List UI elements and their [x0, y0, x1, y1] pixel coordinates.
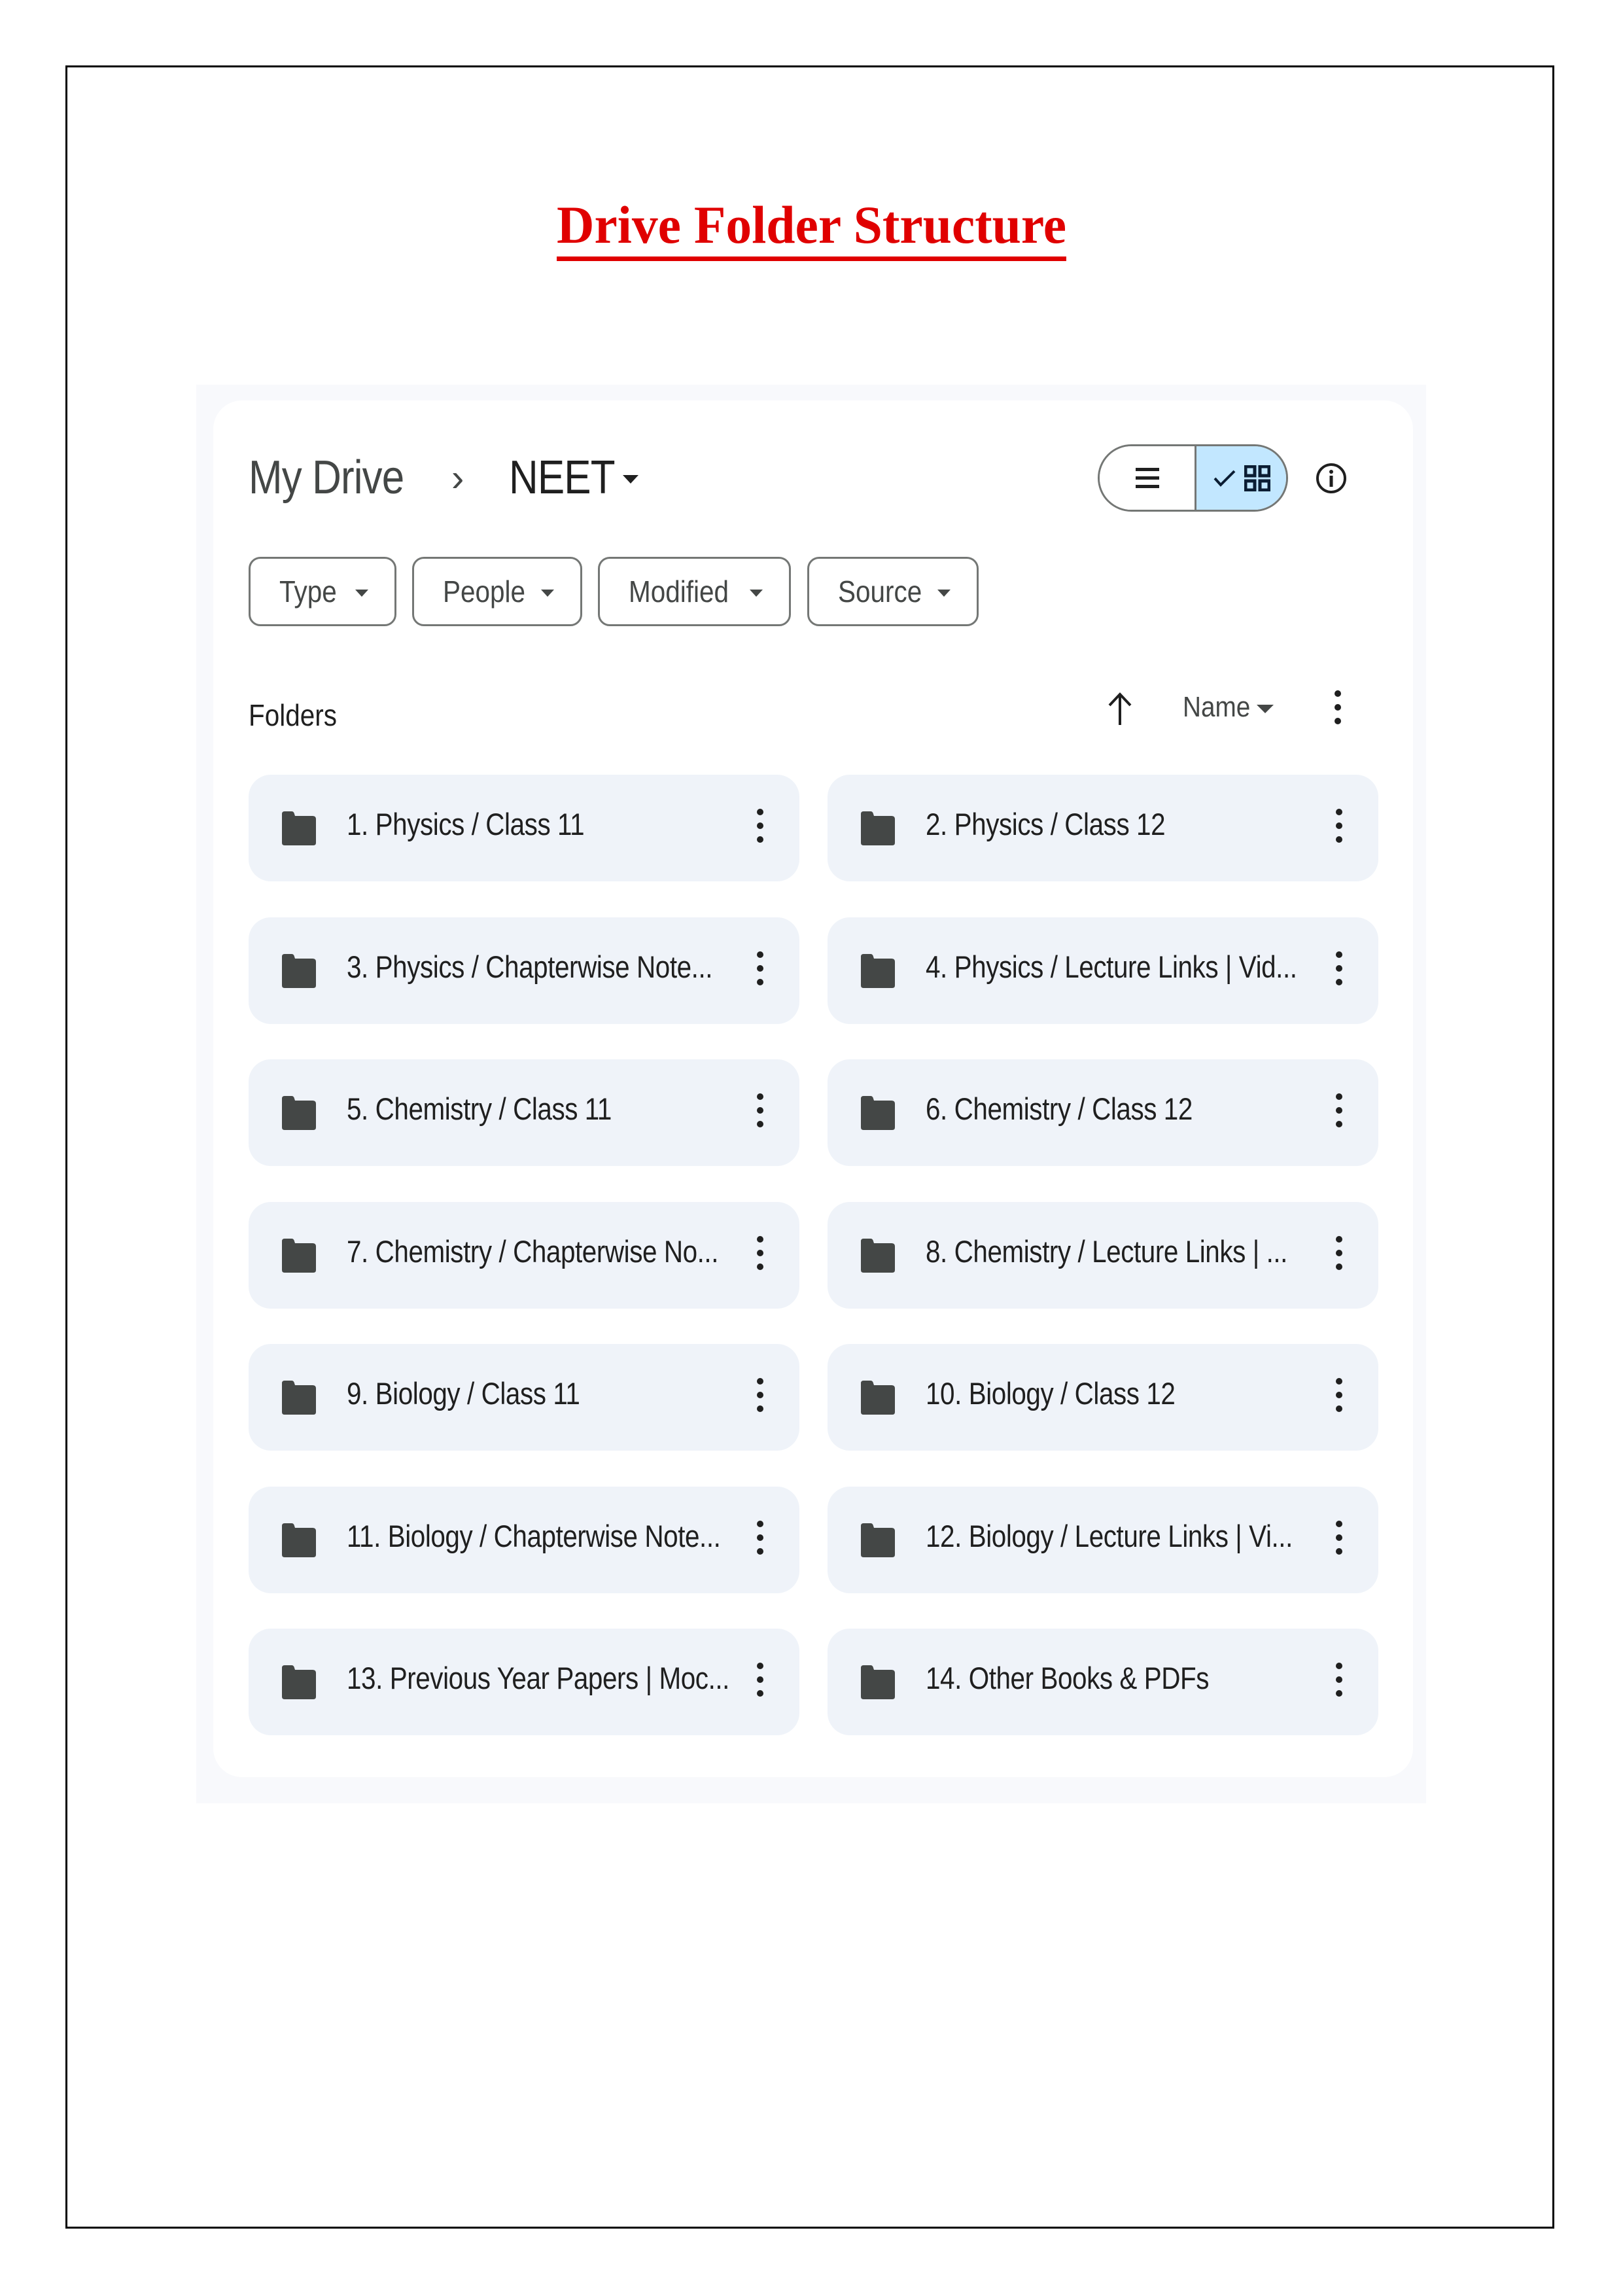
- folder-icon: [859, 1523, 896, 1557]
- folder-card[interactable]: [828, 1487, 1378, 1593]
- folder-icon: [280, 1523, 317, 1557]
- folder-card[interactable]: [828, 775, 1378, 881]
- folder-icon: [280, 954, 317, 988]
- folder-icon: [280, 1381, 317, 1415]
- document-title-text: Drive Folder Structure: [557, 194, 1066, 261]
- folder-name: 10. Biology / Class 12: [926, 1376, 1176, 1411]
- folder-icon: [859, 1381, 896, 1415]
- more-options-icon[interactable]: [1331, 809, 1347, 848]
- list-view-icon: [1134, 467, 1161, 490]
- more-options-icon[interactable]: [752, 1093, 768, 1133]
- folder-icon: [280, 811, 317, 845]
- more-options-icon[interactable]: [1331, 951, 1347, 991]
- filter-source-label: Source: [838, 574, 922, 609]
- folder-menu-caret-icon[interactable]: [623, 475, 638, 484]
- more-options-icon[interactable]: [1331, 1093, 1347, 1133]
- filter-people-chip[interactable]: [412, 557, 582, 626]
- folder-card[interactable]: [828, 1202, 1378, 1309]
- filter-source-chip[interactable]: [807, 557, 979, 626]
- folder-card[interactable]: [249, 1202, 799, 1309]
- folder-icon: [859, 954, 896, 988]
- filter-modified-chip[interactable]: [598, 557, 791, 626]
- breadcrumb-current-folder[interactable]: NEET: [509, 451, 615, 504]
- breadcrumb-my-drive[interactable]: My Drive: [249, 451, 404, 504]
- folder-card[interactable]: [828, 1344, 1378, 1451]
- folder-icon: [859, 1239, 896, 1273]
- folder-card[interactable]: [249, 1344, 799, 1451]
- folder-card[interactable]: [828, 1629, 1378, 1735]
- chevron-down-icon: [355, 590, 368, 597]
- chevron-down-icon: [750, 590, 763, 597]
- breadcrumb: [249, 445, 615, 510]
- folder-name: 12. Biology / Lecture Links | Vi...: [926, 1519, 1293, 1553]
- grid-view-button[interactable]: [1196, 446, 1286, 510]
- more-options-icon[interactable]: [1331, 1236, 1347, 1275]
- grid-view-icon: [1244, 465, 1270, 491]
- folder-name: 13. Previous Year Papers | Moc...: [347, 1661, 729, 1695]
- view-toggle: [1098, 444, 1288, 512]
- chevron-down-icon: [541, 590, 554, 597]
- folder-name: 14. Other Books & PDFs: [926, 1661, 1210, 1695]
- more-options-icon[interactable]: [1328, 690, 1348, 727]
- folder-name: 8. Chemistry / Lecture Links | ...: [926, 1234, 1287, 1269]
- more-options-icon[interactable]: [1331, 1521, 1347, 1560]
- chevron-down-icon: [937, 590, 951, 597]
- filter-people-label: People: [443, 574, 526, 609]
- arrow-up-icon[interactable]: [1106, 691, 1134, 726]
- folder-name: 9. Biology / Class 11: [347, 1376, 580, 1411]
- folders-section-label: Folders: [249, 698, 337, 732]
- more-options-icon[interactable]: [752, 1521, 768, 1560]
- folder-card[interactable]: [249, 1629, 799, 1735]
- more-options-icon[interactable]: [1331, 1378, 1347, 1417]
- filter-type-chip[interactable]: [249, 557, 396, 626]
- folder-name: 11. Biology / Chapterwise Note...: [347, 1519, 721, 1553]
- folder-icon: [859, 1665, 896, 1699]
- folder-icon: [280, 1096, 317, 1130]
- more-options-icon[interactable]: [752, 1236, 768, 1275]
- document-title: [0, 194, 1623, 261]
- folder-name: 5. Chemistry / Class 11: [347, 1091, 612, 1126]
- folder-name: 6. Chemistry / Class 12: [926, 1091, 1193, 1126]
- folder-card[interactable]: [249, 1487, 799, 1593]
- checkmark-icon: [1213, 468, 1236, 488]
- folder-name: 2. Physics / Class 12: [926, 807, 1166, 841]
- folder-card[interactable]: [828, 917, 1378, 1024]
- sort-by-name-button[interactable]: Name: [1183, 691, 1251, 723]
- folder-name: 1. Physics / Class 11: [347, 807, 585, 841]
- more-options-icon[interactable]: [752, 1663, 768, 1702]
- folder-card[interactable]: [249, 775, 799, 881]
- more-options-icon[interactable]: [752, 951, 768, 991]
- more-options-icon[interactable]: [752, 1378, 768, 1417]
- folder-card[interactable]: [828, 1059, 1378, 1166]
- filter-type-label: Type: [279, 574, 337, 609]
- sort-caret-icon[interactable]: [1257, 705, 1274, 713]
- more-options-icon[interactable]: [752, 809, 768, 848]
- folder-icon: [859, 1096, 896, 1130]
- folder-name: 3. Physics / Chapterwise Note...: [347, 949, 713, 984]
- list-view-button[interactable]: [1100, 446, 1196, 510]
- filter-modified-label: Modified: [629, 574, 729, 609]
- folder-icon: [859, 811, 896, 845]
- folder-card[interactable]: [249, 917, 799, 1024]
- folder-name: 4. Physics / Lecture Links | Vid...: [926, 949, 1297, 984]
- breadcrumb-chevron-icon: ›: [451, 456, 464, 499]
- folder-icon: [280, 1239, 317, 1273]
- folder-card[interactable]: [249, 1059, 799, 1166]
- folder-icon: [280, 1665, 317, 1699]
- info-icon[interactable]: [1315, 462, 1348, 495]
- folder-name: 7. Chemistry / Chapterwise No...: [347, 1234, 719, 1269]
- more-options-icon[interactable]: [1331, 1663, 1347, 1702]
